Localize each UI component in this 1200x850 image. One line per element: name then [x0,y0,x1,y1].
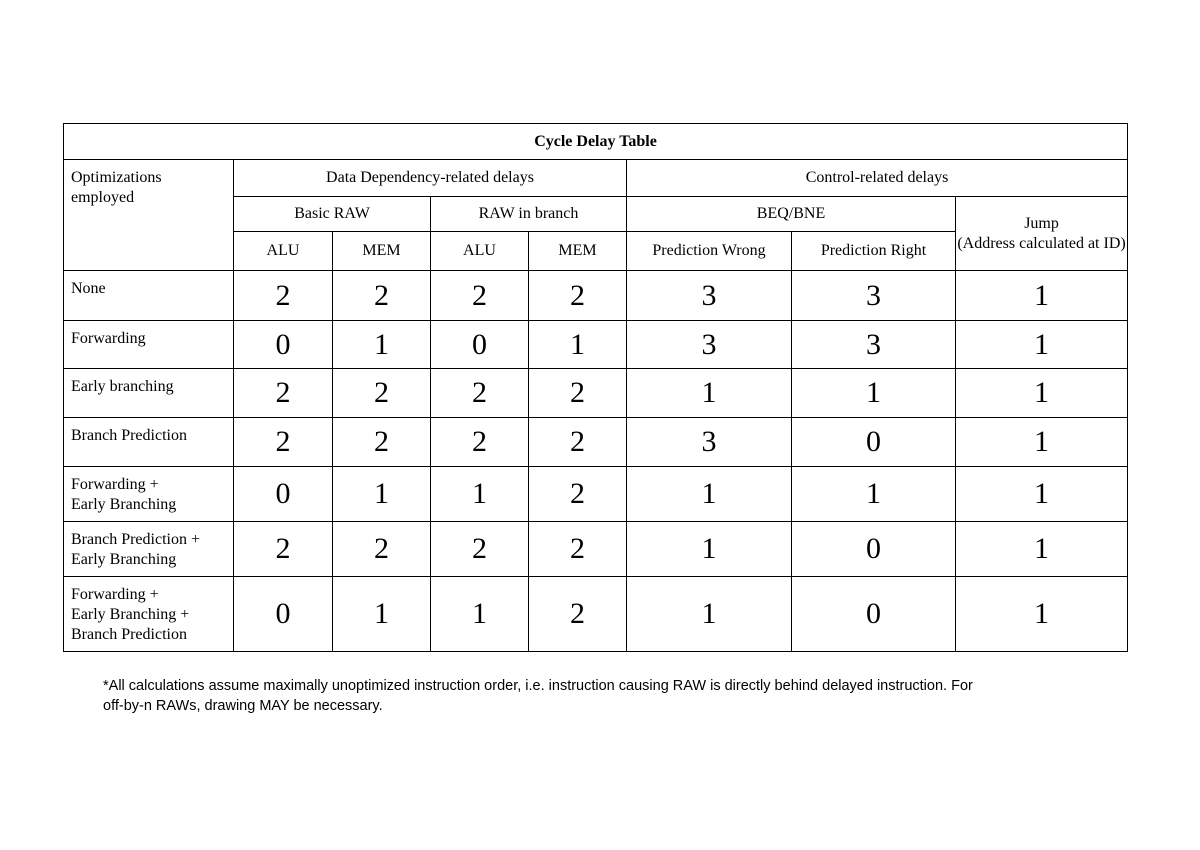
delay-value-cell: 0 [234,467,333,522]
delay-value-cell: 0 [431,321,529,369]
table-row [64,418,1128,467]
col-alu-branch: ALU [431,232,529,271]
delay-value-cell: 2 [234,369,333,418]
row-label-line: Branch Prediction [71,626,187,643]
delay-value-cell: 3 [627,271,792,321]
cycle-delay-table [63,123,1128,652]
delay-value-cell: 1 [431,577,529,652]
delay-value-cell: 1 [431,467,529,522]
col-mem-basic: MEM [333,232,431,271]
group-header-row [64,160,1128,197]
delay-value-cell: 1 [956,321,1128,369]
row-label-line: Early Branching [71,496,177,513]
delay-value-cell: 1 [529,321,627,369]
delay-value-cell: 1 [956,577,1128,652]
row-label [64,418,234,467]
row-label [64,577,234,652]
delay-value-cell: 2 [529,467,627,522]
basic-raw-header: Basic RAW [234,197,431,232]
optimizations-header: Optimizations employed [64,160,234,271]
table-title: Cycle Delay Table [64,124,1128,160]
delay-value-cell: 3 [627,418,792,467]
row-label-line: Early Branching + [71,606,190,623]
delay-value-cell: 1 [333,321,431,369]
table-row [64,467,1128,522]
delay-value-cell: 0 [234,577,333,652]
row-label-line: Forwarding + [71,476,159,493]
row-label-line: Branch Prediction [71,427,187,444]
footnote [103,676,1083,716]
delay-value-cell: 1 [792,467,956,522]
beq-bne-header: BEQ/BNE [627,197,956,232]
control-header: Control-related delays [627,160,1128,197]
delay-value-cell: 2 [431,369,529,418]
delay-value-cell: 2 [529,271,627,321]
delay-value-cell: 2 [529,418,627,467]
delay-value-cell: 2 [333,369,431,418]
col-mem-branch: MEM [529,232,627,271]
row-label [64,467,234,522]
delay-value-cell: 1 [956,522,1128,577]
col-prediction-wrong: Prediction Wrong [627,232,792,271]
table-row [64,522,1128,577]
title-row [64,124,1128,160]
delay-value-cell: 0 [792,418,956,467]
delay-value-cell: 0 [234,321,333,369]
row-label-line: Early branching [71,378,174,395]
row-label [64,271,234,321]
delay-value-cell: 1 [956,467,1128,522]
delay-value-cell: 1 [792,369,956,418]
row-label-line: Early Branching [71,551,177,568]
delay-value-cell: 1 [627,467,792,522]
delay-value-cell: 1 [333,467,431,522]
delay-value-cell: 2 [234,418,333,467]
table-row [64,369,1128,418]
data-dependency-header: Data Dependency-related delays [234,160,627,197]
footnote-line-2: off-by-n RAWs, drawing MAY be necessary. [103,698,383,714]
delay-value-cell: 2 [333,418,431,467]
row-label-line: Forwarding [71,330,146,347]
delay-value-cell: 1 [956,418,1128,467]
delay-value-cell: 3 [627,321,792,369]
row-label-line: None [71,280,106,297]
row-label [64,522,234,577]
delay-value-cell: 3 [792,271,956,321]
delay-value-cell: 1 [956,271,1128,321]
delay-value-cell: 2 [431,522,529,577]
delay-value-cell: 1 [627,577,792,652]
delay-value-cell: 2 [529,369,627,418]
row-label-line: Forwarding + [71,586,159,603]
delay-value-cell: 1 [956,369,1128,418]
delay-value-cell: 2 [529,522,627,577]
delay-value-cell: 2 [431,271,529,321]
delay-value-cell: 3 [792,321,956,369]
delay-value-cell: 2 [431,418,529,467]
footnote-line-1: *All calculations assume maximally unoptimized instruction order, i.e. instruction causing RAW is directly behind delayed instruction. For [103,678,973,694]
delay-value-cell: 1 [627,522,792,577]
raw-in-branch-header: RAW in branch [431,197,627,232]
delay-value-cell: 1 [627,369,792,418]
delay-value-cell: 2 [333,522,431,577]
col-prediction-right: Prediction Right [792,232,956,271]
col-alu-basic: ALU [234,232,333,271]
jump-header: Jump (Address calculated at ID) [956,197,1128,271]
delay-value-cell: 0 [792,577,956,652]
delay-value-cell: 0 [792,522,956,577]
row-label-line: Branch Prediction + [71,531,200,548]
table-row [64,321,1128,369]
row-label [64,321,234,369]
delay-value-cell: 2 [529,577,627,652]
delay-value-cell: 2 [234,271,333,321]
delay-value-cell: 2 [234,522,333,577]
table-row [64,577,1128,652]
row-label [64,369,234,418]
delay-value-cell: 1 [333,577,431,652]
table-row [64,271,1128,321]
delay-value-cell: 2 [333,271,431,321]
